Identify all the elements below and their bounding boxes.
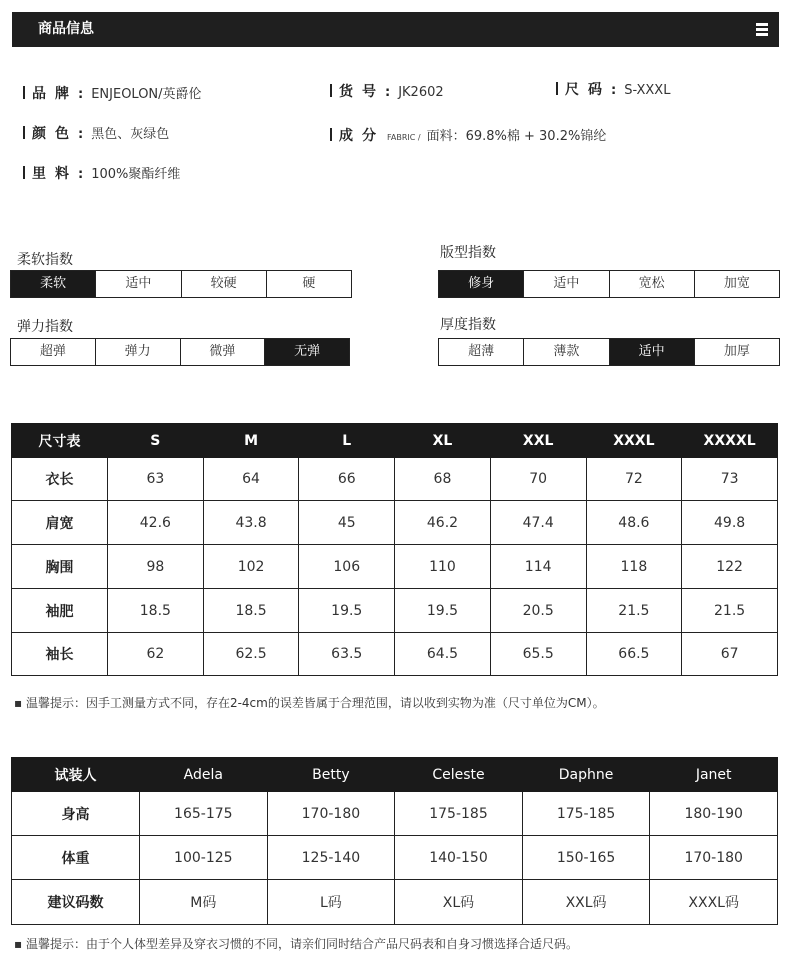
thickness-scale (438, 338, 780, 366)
table-row (12, 589, 778, 633)
table-cell: 180-190 (650, 792, 778, 836)
fit-tip: ▪ 温馨提示：由于个人体型差异及穿衣习惯的不同，请亲们同时结合产品尺码表和自身习惯选择合适尺码。 (14, 937, 578, 951)
table-cell: XXXL码 (650, 880, 778, 925)
table-cell: 110 (395, 545, 491, 589)
row-header: 身高 (12, 792, 140, 836)
info-lining: 里料: 100%聚酯纤维 (23, 164, 180, 184)
table-row (12, 501, 778, 545)
row-header: 肩宽 (12, 501, 108, 545)
table-row (12, 836, 778, 880)
column-header: XL (395, 424, 491, 458)
table-cell: 98 (108, 545, 204, 589)
table-cell: 43.8 (203, 501, 299, 545)
row-header: 袖长 (12, 633, 108, 676)
softness-option: 较硬 (181, 271, 266, 297)
table-cell: 165-175 (140, 792, 268, 836)
table-cell: 20.5 (490, 589, 586, 633)
info-sku: 货号: JK2602 (330, 82, 444, 102)
column-header: Janet (650, 758, 778, 792)
table-cell: 64 (203, 458, 299, 501)
table-cell: 150-165 (522, 836, 650, 880)
table-cell: 47.4 (490, 501, 586, 545)
table-cell: 175-185 (395, 792, 523, 836)
table-cell: 18.5 (203, 589, 299, 633)
table-row (12, 545, 778, 589)
column-header: L (299, 424, 395, 458)
table-cell: 63 (108, 458, 204, 501)
softness-title: 柔软指数 (17, 252, 73, 268)
table-cell: 18.5 (108, 589, 204, 633)
softness-option: 适中 (95, 271, 180, 297)
table-cell: 48.6 (586, 501, 682, 545)
table-cell: 65.5 (490, 633, 586, 676)
table-cell: 64.5 (395, 633, 491, 676)
table-cell: 170-180 (267, 792, 395, 836)
elasticity-option: 弹力 (95, 339, 180, 365)
table-cell: 21.5 (586, 589, 682, 633)
size-tip: ▪ 温馨提示：因手工测量方式不同，存在2-4cm的误差皆属于合理范围，请以收到实物为准（尺寸单位为CM）。 (14, 696, 605, 710)
column-header: M (203, 424, 299, 458)
table-cell: 73 (682, 458, 778, 501)
row-header: 体重 (12, 836, 140, 880)
table-cell: 118 (586, 545, 682, 589)
table-cell: XL码 (395, 880, 523, 925)
thickness-option: 薄款 (523, 339, 608, 365)
table-cell: 45 (299, 501, 395, 545)
thickness-option: 超薄 (468, 344, 495, 359)
column-header: Adela (140, 758, 268, 792)
table-cell: 19.5 (395, 589, 491, 633)
fit-title: 版型指数 (440, 245, 496, 261)
table-cell: 62 (108, 633, 204, 676)
elasticity-option: 超弹 (39, 344, 66, 359)
table-row (12, 458, 778, 501)
table-cell: 175-185 (522, 792, 650, 836)
softness-option: 硬 (266, 271, 351, 297)
elasticity-option: 微弹 (180, 339, 265, 365)
table-cell: 68 (395, 458, 491, 501)
info-color: 颜色: 黑色、灰绿色 (23, 124, 169, 144)
row-header: 袖肥 (12, 589, 108, 633)
column-header: 尺寸表 (12, 424, 108, 458)
table-cell: 72 (586, 458, 682, 501)
column-header: XXL (490, 424, 586, 458)
table-cell: L码 (267, 880, 395, 925)
table-cell: 70 (490, 458, 586, 501)
info-size: 尺码: S-XXXL (556, 80, 670, 100)
thickness-option: 适中 (609, 339, 694, 365)
section-title: 商品信息 (38, 21, 94, 37)
table-cell: 42.6 (108, 501, 204, 545)
softness-option: 柔软 (11, 271, 95, 297)
table-cell: 114 (490, 545, 586, 589)
table-cell: XXL码 (522, 880, 650, 925)
fit-model-table (11, 757, 778, 925)
table-cell: 106 (299, 545, 395, 589)
thickness-option: 加厚 (694, 339, 779, 365)
softness-scale (10, 270, 352, 298)
table-cell: 140-150 (395, 836, 523, 880)
table-cell: 21.5 (682, 589, 778, 633)
table-cell: 125-140 (267, 836, 395, 880)
elasticity-title: 弹力指数 (17, 319, 73, 335)
table-cell: 62.5 (203, 633, 299, 676)
info-material: 成分 FABRIC / 面料：69.8%棉 + 30.2%锦纶 (330, 126, 606, 146)
table-cell: 170-180 (650, 836, 778, 880)
column-header: Celeste (395, 758, 523, 792)
table-cell: 67 (682, 633, 778, 676)
column-header: 试装人 (12, 758, 140, 792)
table-cell: 46.2 (395, 501, 491, 545)
row-header: 胸围 (12, 545, 108, 589)
fit-option: 适中 (523, 271, 608, 297)
menu-icon[interactable] (756, 23, 768, 36)
table-row (12, 633, 778, 676)
fit-option: 修身 (439, 271, 523, 297)
size-table (11, 423, 778, 676)
table-cell: 102 (203, 545, 299, 589)
column-header: Daphne (522, 758, 650, 792)
column-header: S (108, 424, 204, 458)
fit-option: 加宽 (694, 271, 779, 297)
fit-scale (438, 270, 780, 298)
section-header (12, 12, 779, 47)
elasticity-option: 无弹 (264, 339, 349, 365)
column-header: XXXXL (682, 424, 778, 458)
info-brand: 品牌: ENJEOLON/英爵伦 (23, 84, 202, 104)
fit-option: 宽松 (609, 271, 694, 297)
table-cell: 66 (299, 458, 395, 501)
thickness-title: 厚度指数 (440, 317, 496, 333)
column-header: Betty (267, 758, 395, 792)
table-cell: M码 (140, 880, 268, 925)
elasticity-scale (10, 338, 350, 366)
table-row (12, 880, 778, 925)
column-header: XXXL (586, 424, 682, 458)
table-cell: 100-125 (140, 836, 268, 880)
table-cell: 63.5 (299, 633, 395, 676)
row-header: 衣长 (12, 458, 108, 501)
table-cell: 49.8 (682, 501, 778, 545)
row-header: 建议码数 (12, 880, 140, 925)
table-cell: 66.5 (586, 633, 682, 676)
table-row (12, 792, 778, 836)
table-cell: 122 (682, 545, 778, 589)
table-cell: 19.5 (299, 589, 395, 633)
